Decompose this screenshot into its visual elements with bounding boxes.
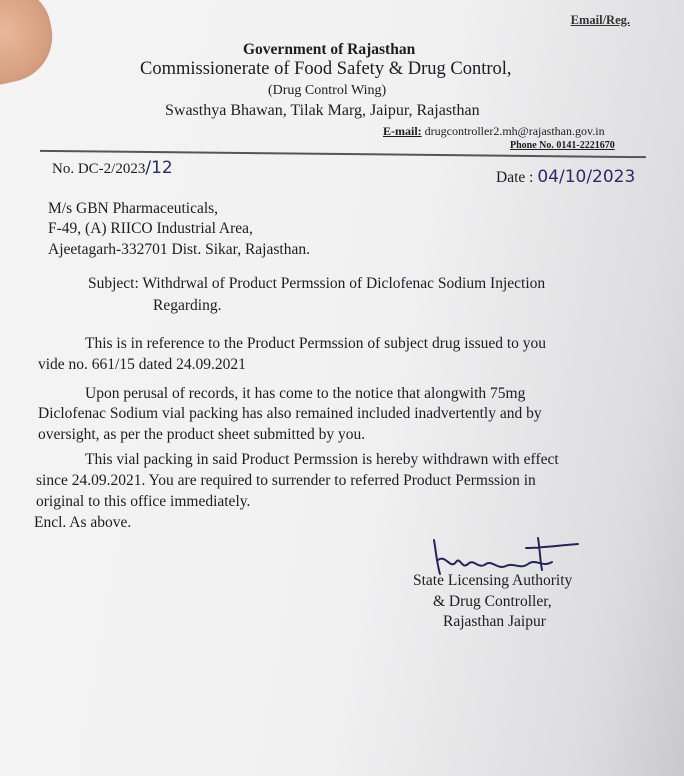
date-label: Date :: [496, 169, 534, 186]
reference-number: [52, 158, 173, 178]
signatory-line-2: & Drug Controller,: [433, 593, 552, 610]
signatory-line-3: Rajasthan Jaipur: [443, 613, 546, 630]
signatory-line-1: State Licensing Authority: [413, 572, 573, 589]
reference-number-printed: No. DC-2/2023: [52, 161, 146, 177]
subject-line-1: Subject: Withdrwal of Product Permssion of Diclofenac Sodium Injection: [88, 275, 546, 292]
body-paragraph-3-line-1: This vial packing in said Product Permssion is hereby withdrawn with effect: [85, 451, 559, 468]
office-email: [383, 124, 605, 139]
addressee-line-3: Ajeetagarh-332701 Dist. Sikar, Rajasthan.: [48, 241, 310, 258]
office-address: Swasthya Bhawan, Tilak Marg, Jaipur, Rajasthan: [165, 102, 480, 119]
email-value: drugcontroller2.mh@rajasthan.gov.in: [421, 124, 605, 138]
body-paragraph-1-line-1: This is in reference to the Product Permssion of subject drug issued to you: [85, 335, 547, 352]
date-handwritten: 04/10/2023: [537, 167, 636, 187]
email-reg-tag: Email/Reg.: [570, 13, 630, 27]
wing-heading: (Drug Control Wing): [268, 83, 387, 98]
body-paragraph-2-line-3: oversight, as per the product sheet submitted by you.: [38, 426, 366, 443]
body-paragraph-3-line-2: since 24.09.2021. You are required to surrender to referred Product Permssion in: [36, 472, 536, 489]
body-paragraph-1-line-2: vide no. 661/15 dated 24.09.2021: [38, 356, 246, 373]
enclosure-note: Encl. As above.: [34, 514, 132, 531]
addressee-line-2: F-49, (A) RIICO Industrial Area,: [48, 220, 253, 237]
addressee-line-1: M/s GBN Pharmaceuticals,: [48, 200, 219, 217]
reference-number-handwritten: /12: [145, 158, 173, 178]
subject-line-2: Regarding.: [153, 297, 222, 314]
commissionerate-heading: Commissionerate of Food Safety & Drug Control,: [140, 59, 512, 79]
body-paragraph-2-line-2: Diclofenac Sodium vial packing has also remained included inadvertently and by: [38, 405, 542, 422]
email-label: E-mail:: [383, 124, 422, 138]
office-phone: Phone No. 0141-2221670: [510, 140, 615, 151]
letter-date: [496, 167, 635, 187]
body-paragraph-2-line-1: Upon perusal of records, it has come to the notice that alongwith 75mg: [85, 385, 526, 402]
government-heading: Government of Rajasthan: [243, 41, 416, 58]
body-paragraph-3-line-3: original to this office immediately.: [36, 493, 251, 510]
